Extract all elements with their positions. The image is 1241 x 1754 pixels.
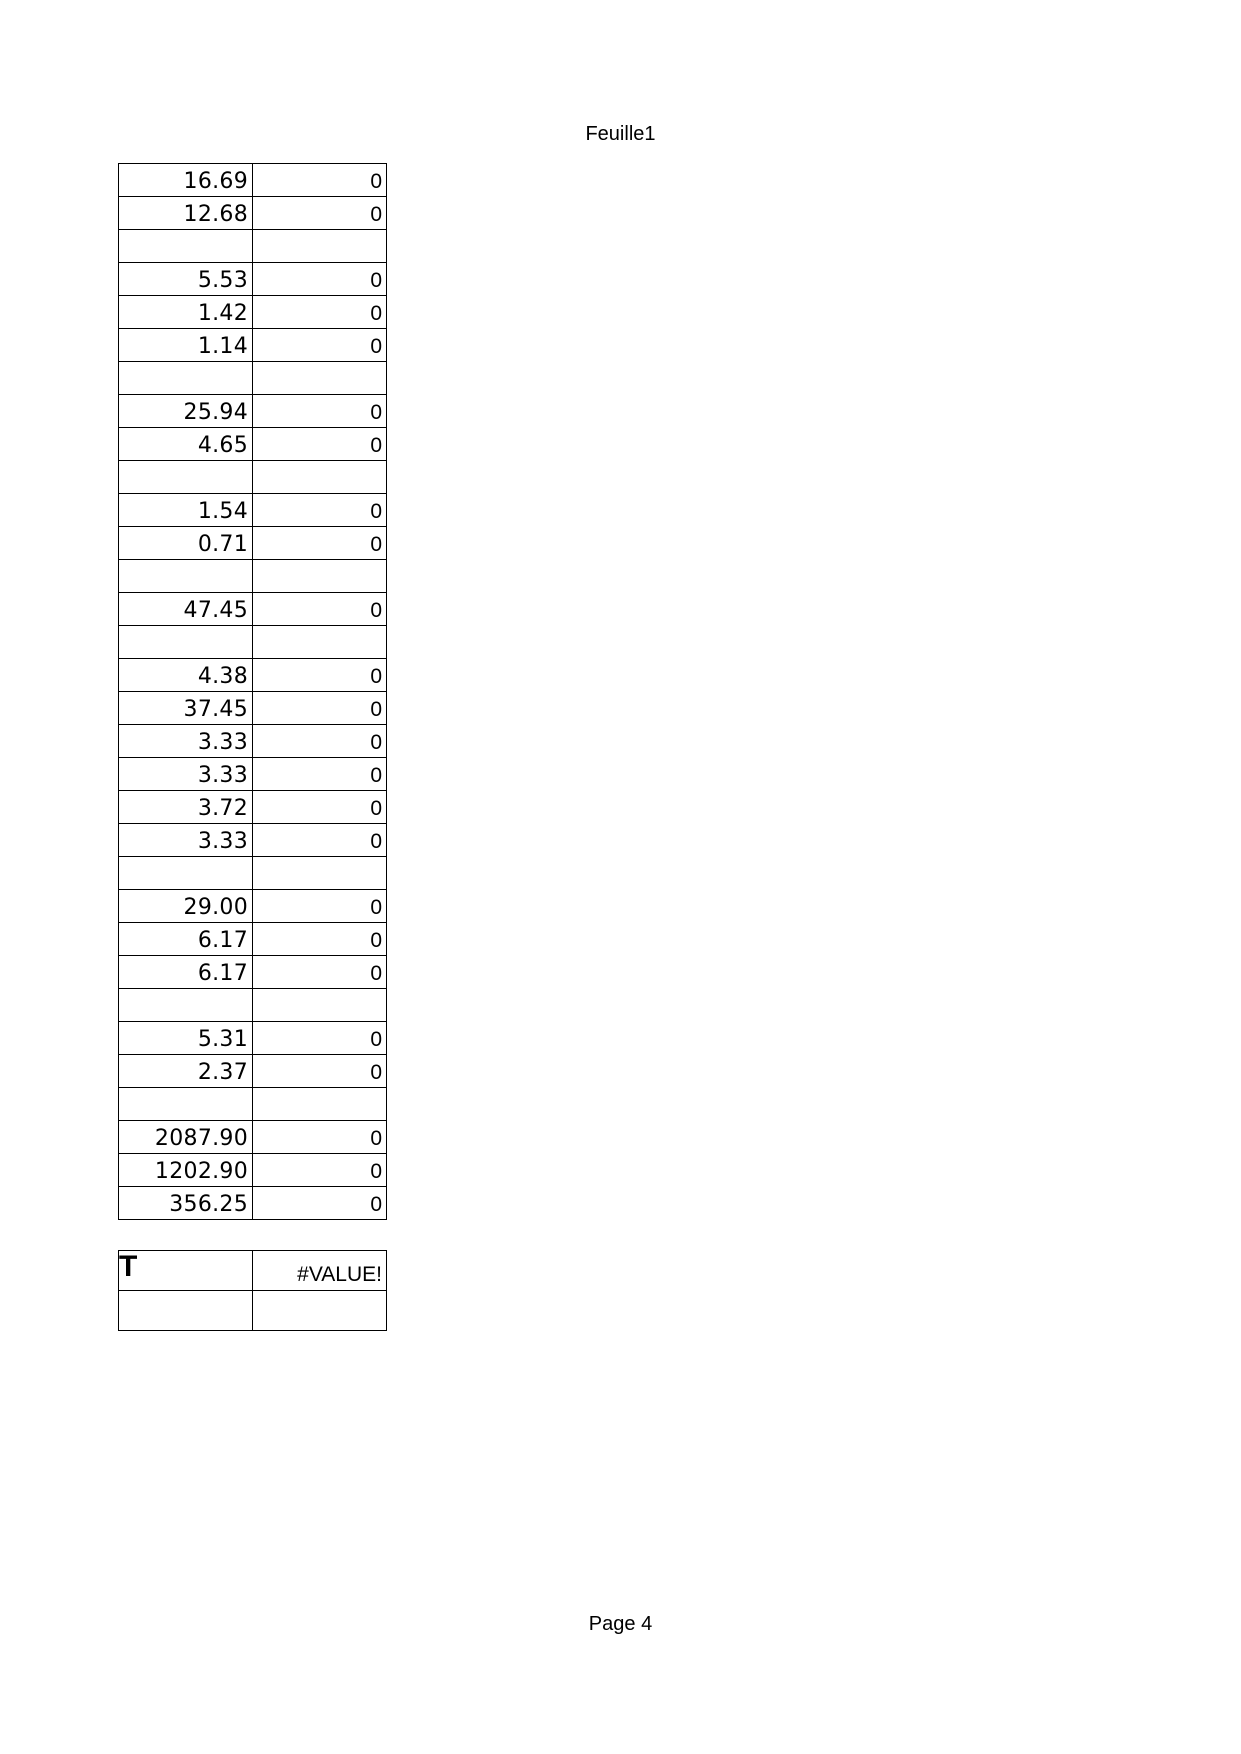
- table-row: [119, 1154, 387, 1187]
- table-row: [119, 428, 387, 461]
- value-cell: 0: [253, 1154, 387, 1187]
- table-row: [119, 758, 387, 791]
- amount-cell: 47.45: [119, 593, 253, 626]
- amount-cell: 1.54: [119, 494, 253, 527]
- amount-cell: 16.69: [119, 164, 253, 197]
- value-cell: 0: [253, 263, 387, 296]
- value-cell: 0: [253, 1121, 387, 1154]
- table-row: [119, 989, 387, 1022]
- value-cell: 0: [253, 527, 387, 560]
- table-row: [119, 890, 387, 923]
- table-row: [119, 791, 387, 824]
- value-cell: [253, 560, 387, 593]
- amount-cell: 3.33: [119, 824, 253, 857]
- table-row: [119, 197, 387, 230]
- amount-cell: 1.14: [119, 329, 253, 362]
- table-row: [119, 692, 387, 725]
- value-cell: 0: [253, 428, 387, 461]
- amount-cell: 5.31: [119, 1022, 253, 1055]
- amount-cell: [119, 560, 253, 593]
- value-cell: [253, 857, 387, 890]
- amount-cell: [119, 1088, 253, 1121]
- summary-value-cell: #VALUE!: [253, 1251, 387, 1291]
- table-row: [119, 593, 387, 626]
- amount-cell: [119, 989, 253, 1022]
- value-cell: 0: [253, 1022, 387, 1055]
- value-cell: 0: [253, 329, 387, 362]
- value-cell: [253, 626, 387, 659]
- value-cell: 0: [253, 296, 387, 329]
- data-table: [118, 163, 387, 1220]
- sheet-title: Feuille1: [585, 123, 656, 145]
- amount-cell: 0.71: [119, 527, 253, 560]
- value-cell: 0: [253, 890, 387, 923]
- value-cell: [253, 362, 387, 395]
- table-row: [119, 329, 387, 362]
- value-cell: 0: [253, 1187, 387, 1220]
- table-row: [119, 1022, 387, 1055]
- amount-cell: 3.33: [119, 758, 253, 791]
- empty-cell: [119, 1291, 253, 1331]
- amount-cell: 29.00: [119, 890, 253, 923]
- table-row: [119, 923, 387, 956]
- table-row: [119, 395, 387, 428]
- table-row: [119, 230, 387, 263]
- table-row: [119, 1088, 387, 1121]
- amount-cell: 2087.90: [119, 1121, 253, 1154]
- value-cell: 0: [253, 164, 387, 197]
- table-row: [119, 164, 387, 197]
- value-cell: 0: [253, 494, 387, 527]
- table-row: [119, 956, 387, 989]
- value-cell: [253, 989, 387, 1022]
- empty-cell: [253, 1291, 387, 1331]
- amount-cell: 6.17: [119, 956, 253, 989]
- amount-cell: 1.42: [119, 296, 253, 329]
- summary-empty-row: [119, 1291, 387, 1331]
- value-cell: 0: [253, 197, 387, 230]
- amount-cell: 5.53: [119, 263, 253, 296]
- value-cell: [253, 230, 387, 263]
- amount-cell: [119, 230, 253, 263]
- table-row: [119, 560, 387, 593]
- amount-cell: 356.25: [119, 1187, 253, 1220]
- table-row: [119, 494, 387, 527]
- summary-table: [118, 1250, 387, 1331]
- value-cell: [253, 461, 387, 494]
- amount-cell: 1202.90: [119, 1154, 253, 1187]
- table-row: [119, 626, 387, 659]
- value-cell: 0: [253, 659, 387, 692]
- value-cell: 0: [253, 923, 387, 956]
- summary-label-cell: T: [119, 1251, 253, 1291]
- value-cell: 0: [253, 791, 387, 824]
- amount-cell: 6.17: [119, 923, 253, 956]
- value-cell: 0: [253, 692, 387, 725]
- amount-cell: 3.33: [119, 725, 253, 758]
- amount-cell: 2.37: [119, 1055, 253, 1088]
- table-row: [119, 1121, 387, 1154]
- value-cell: 0: [253, 725, 387, 758]
- table-row: [119, 1055, 387, 1088]
- value-cell: 0: [253, 824, 387, 857]
- table-row: [119, 857, 387, 890]
- value-cell: 0: [253, 395, 387, 428]
- table-row: [119, 461, 387, 494]
- table-row: [119, 824, 387, 857]
- amount-cell: 4.65: [119, 428, 253, 461]
- value-cell: [253, 1088, 387, 1121]
- amount-cell: [119, 461, 253, 494]
- summary-row: [119, 1251, 387, 1291]
- table-row: [119, 362, 387, 395]
- value-cell: 0: [253, 956, 387, 989]
- value-cell: 0: [253, 758, 387, 791]
- table-row: [119, 659, 387, 692]
- amount-cell: [119, 362, 253, 395]
- value-cell: 0: [253, 593, 387, 626]
- table-row: [119, 725, 387, 758]
- page-number: Page 4: [588, 1613, 653, 1635]
- amount-cell: 3.72: [119, 791, 253, 824]
- table-row: [119, 263, 387, 296]
- amount-cell: [119, 857, 253, 890]
- amount-cell: 12.68: [119, 197, 253, 230]
- amount-cell: 25.94: [119, 395, 253, 428]
- table-row: [119, 527, 387, 560]
- table-row: [119, 296, 387, 329]
- amount-cell: [119, 626, 253, 659]
- table-row: [119, 1187, 387, 1220]
- value-cell: 0: [253, 1055, 387, 1088]
- amount-cell: 37.45: [119, 692, 253, 725]
- amount-cell: 4.38: [119, 659, 253, 692]
